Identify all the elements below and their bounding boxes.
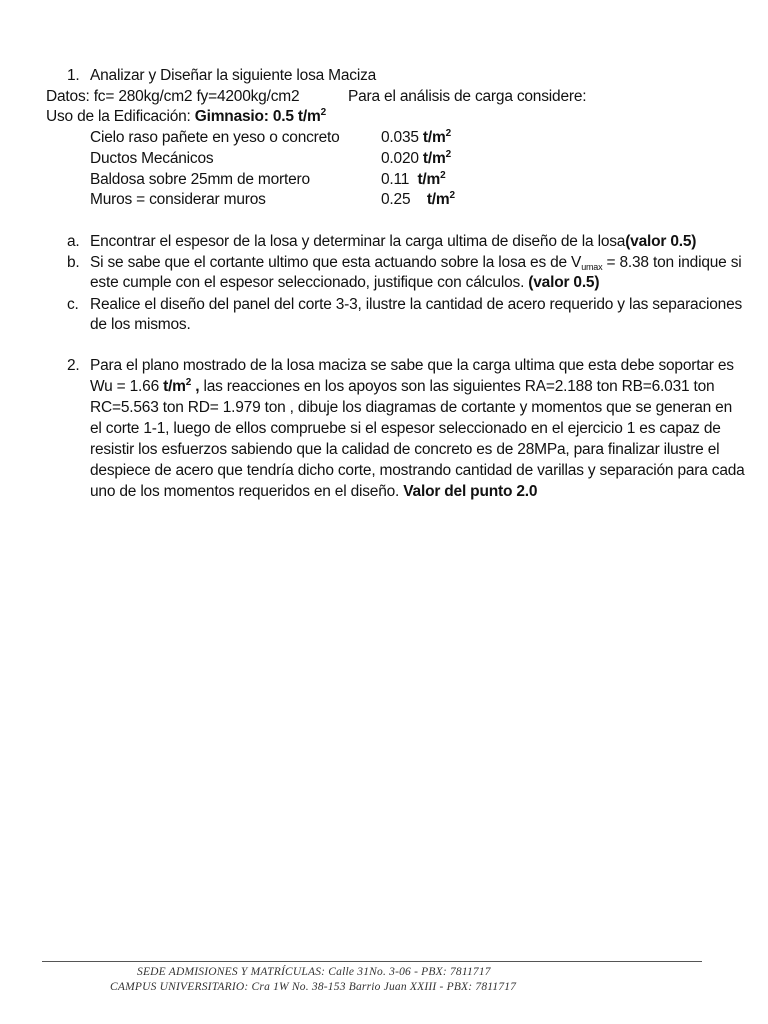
problem-2-line: resistir los esfuerzos sabiendo que la calidad de concreto es de 28MPa, para finalizar ilustre el <box>90 441 720 458</box>
item-a-value: (valor 0.5) <box>625 233 697 250</box>
item-b-line2: este cumple con el espesor seleccionado, justifique con cálculos. (valor 0.5) <box>90 274 600 291</box>
item-b-value: (valor 0.5) <box>528 274 600 291</box>
item-c-line1: Realice el diseño del panel del corte 3-3, ilustre la cantidad de acero requerido y las separaciones <box>90 296 743 313</box>
problem-2-line: despiece de acero que tendría dicho corte, mostrando cantidad de varillas y separación para cada <box>90 462 745 479</box>
problem-2-line: RC=5.563 ton RD= 1.979 ton , dibuje los diagramas de cortante y momentos que se generan en <box>90 399 733 416</box>
problem-1-number: 1. <box>67 67 80 84</box>
load-name: Cielo raso pañete en yeso o concreto <box>90 129 340 146</box>
problem-2-line: el corte 1-1, luego de ellos compruebe si el espesor seleccionado en el ejercicio 1 es capaz de <box>90 420 721 437</box>
building-use <box>46 107 326 129</box>
datos-line: Datos: fc= 280kg/cm2 fy=4200kg/cm2 <box>46 88 300 105</box>
building-use-label: Uso de la Edificación: <box>46 108 195 125</box>
footer-campus: CAMPUS UNIVERSITARIO: Cra 1W No. 38-153 Barrio Juan XXIII - PBX: 7811717 <box>110 981 517 993</box>
load-name: Ductos Mecánicos <box>90 150 214 167</box>
load-analysis-note: Para el análisis de carga considere: <box>348 88 587 105</box>
footer-admissions: SEDE ADMISIONES Y MATRÍCULAS: Calle 31No. 3-06 - PBX: 7811717 <box>137 966 491 978</box>
problem-2-line: Wu = 1.66 $t/m^2$ , las reacciones en los apoyos son las siguientes RA=2.188 ton RB=6.031 ton <box>90 377 715 395</box>
problem-2-value: Valor del punto 2.0 <box>403 483 538 500</box>
problem-2-line: Para el plano mostrado de la losa maciza se sabe que la carga ultima que esta debe soportar es <box>90 357 734 374</box>
superscript: 2 <box>320 107 326 118</box>
problem-2-line: uno de los momentos requeridos en el diseño. Valor del punto 2.0 <box>90 483 538 500</box>
load-value: 0.020 $t/m^2$ <box>381 149 451 167</box>
building-use-value: Gimnasio: 0.5 t/m <box>194 108 321 125</box>
item-b-line1: Si se sabe que el cortante ultimo que esta actuando sobre la losa es de Vumax = 8.38 ton indique si <box>90 254 742 272</box>
load-value: 0.25 $t/m^2$ <box>381 190 455 208</box>
load-value: 0.11 $t/m^2$ <box>381 170 446 188</box>
load-name: Muros = considerar muros <box>90 191 266 208</box>
item-a-text: Encontrar el espesor de la losa y determinar la carga ultima de diseño de la losa(valor 0.5) <box>90 233 697 250</box>
item-b-label: b. <box>67 254 80 271</box>
footer-divider <box>42 961 702 962</box>
load-name: Baldosa sobre 25mm de mortero <box>90 171 310 188</box>
item-a-label: a. <box>67 233 80 250</box>
item-c-label: c. <box>67 296 79 313</box>
problem-1-title: Analizar y Diseñar la siguiente losa Maciza <box>90 67 377 84</box>
item-c-line2: de los mismos. <box>90 316 191 333</box>
problem-2-number: 2. <box>67 357 80 374</box>
load-value: 0.035 $t/m^2$ <box>381 128 451 146</box>
